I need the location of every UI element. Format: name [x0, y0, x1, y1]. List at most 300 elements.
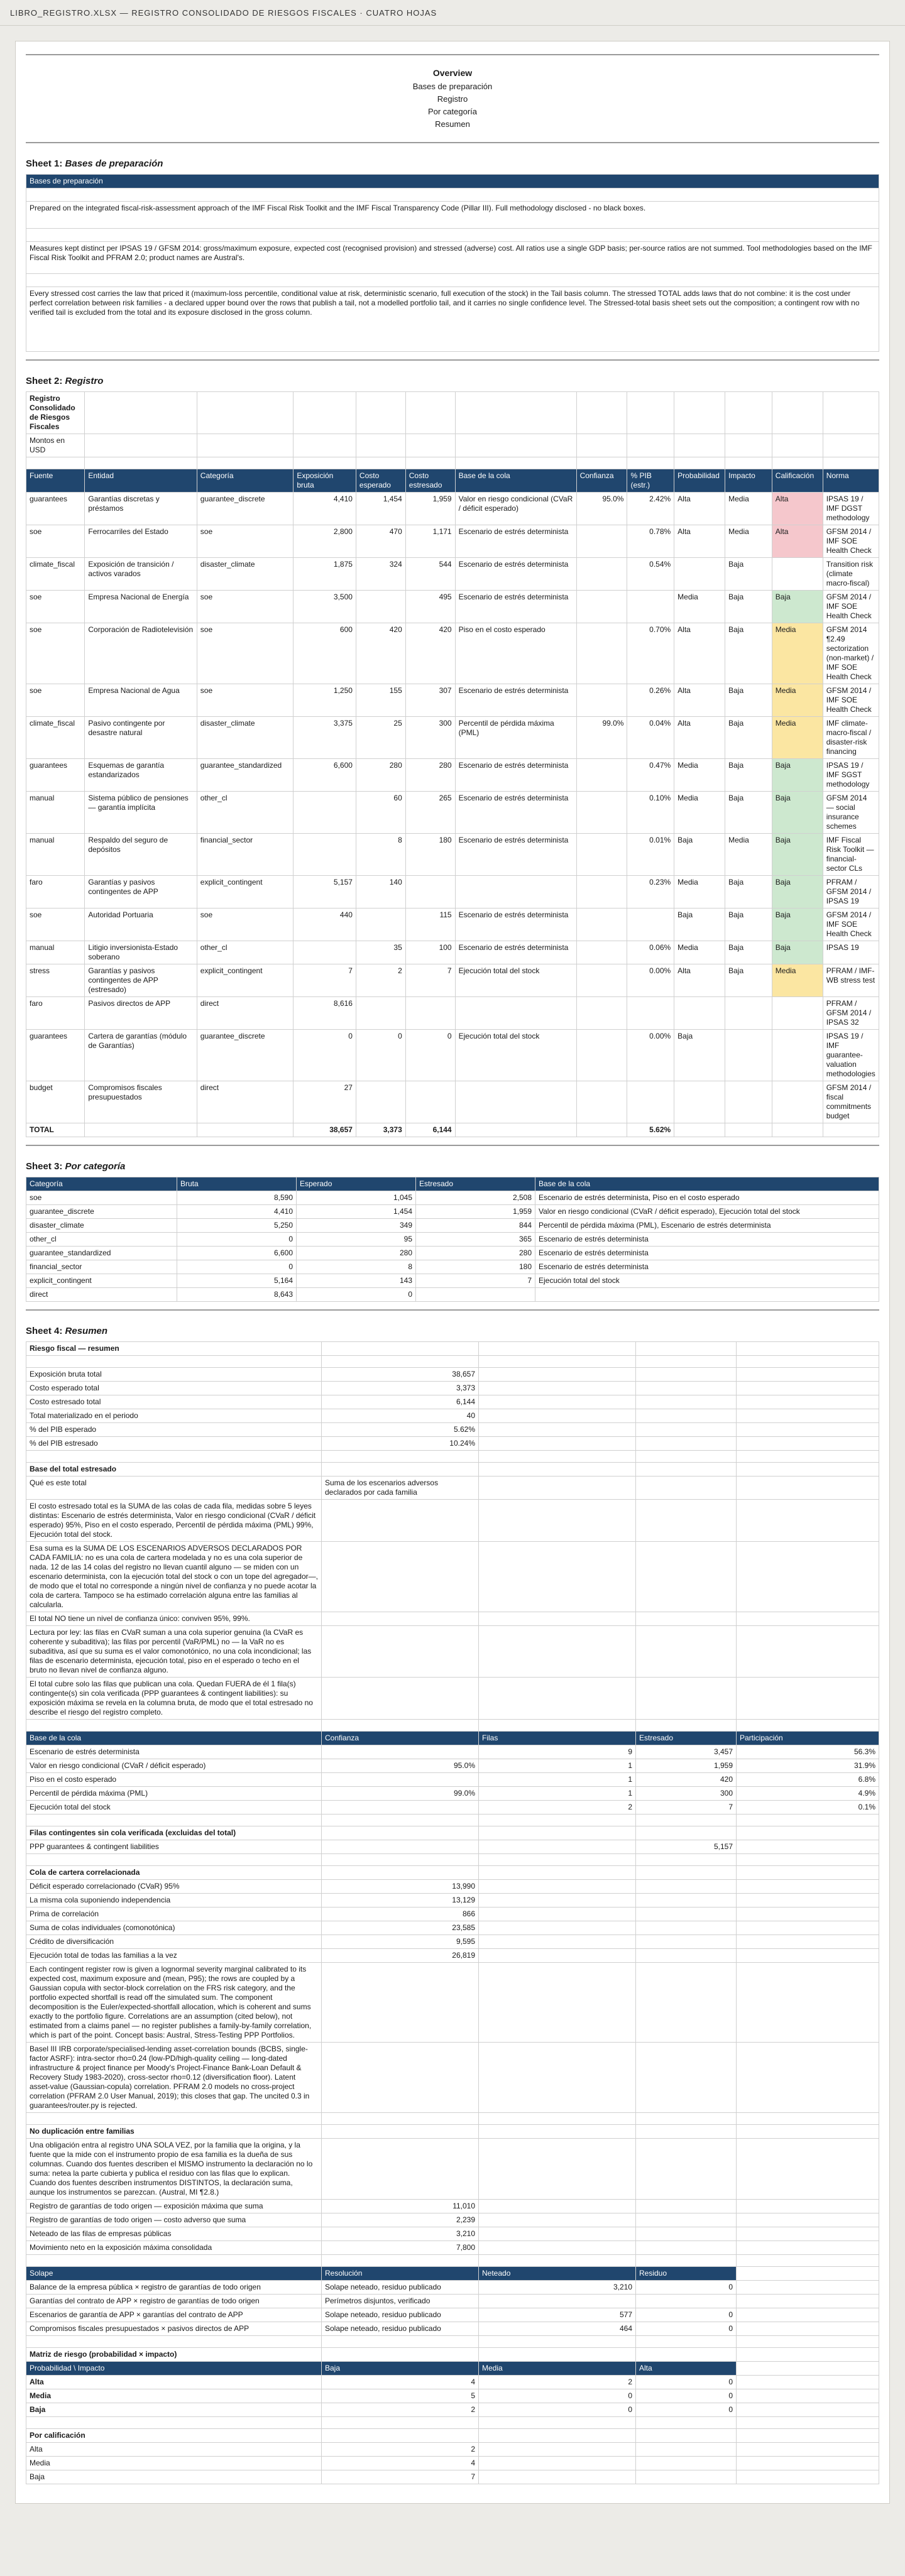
cell-baja[interactable]: 5 [322, 2389, 479, 2403]
cell-impacto[interactable]: Baja [725, 909, 772, 941]
col-header[interactable]: Participación [737, 1732, 879, 1745]
cell-estresado[interactable]: 100 [405, 941, 455, 964]
cell-esperado[interactable]: 0 [356, 1030, 405, 1081]
cell-probabilidad[interactable]: Media [674, 759, 725, 792]
cell-pib[interactable]: 0.78% [627, 525, 674, 558]
cell-confianza[interactable] [576, 623, 627, 684]
cell-bruta[interactable] [293, 834, 356, 876]
cell-impacto[interactable]: Baja [725, 792, 772, 834]
col-header[interactable]: Residuo [636, 2267, 737, 2281]
col-header[interactable]: Base de la cola [535, 1177, 879, 1191]
cell-estresado[interactable]: 180 [405, 834, 455, 876]
cell-probabilidad[interactable]: Alta [674, 493, 725, 525]
cell-confianza[interactable] [576, 909, 627, 941]
cell-estresado[interactable]: 7 [636, 1801, 737, 1815]
cell-categoria[interactable]: financial_sector [197, 834, 293, 876]
cell-bruta[interactable]: 8,643 [177, 1288, 297, 1302]
overview-item[interactable]: Por categoría [427, 107, 478, 116]
cell-calificacion[interactable]: Alta [772, 493, 823, 525]
cell-fuente[interactable]: soe [26, 684, 85, 717]
base-paragraph[interactable]: El total NO tiene un nivel de confianza único: conviven 95%, 99%. [26, 1612, 322, 1626]
cell-norma[interactable]: IPSAS 19 / IMF DGST methodology [823, 493, 879, 525]
cell-confianza[interactable] [576, 525, 627, 558]
cell-base[interactable] [535, 1288, 879, 1302]
cell-bruta[interactable]: 27 [293, 1081, 356, 1123]
cell-estresado[interactable]: 2,508 [416, 1191, 535, 1205]
cell-calificacion[interactable]: Baja [772, 759, 823, 792]
cell-calificacion[interactable]: Baja [772, 792, 823, 834]
cell-bruta[interactable]: 600 [293, 623, 356, 684]
cell-confianza[interactable] [576, 876, 627, 909]
cell-probabilidad[interactable]: Media [674, 941, 725, 964]
cell-estresado[interactable]: 300 [405, 717, 455, 759]
cola-row-value[interactable]: 9,595 [322, 1935, 479, 1949]
cell-confianza[interactable] [576, 941, 627, 964]
cell-esperado[interactable]: 420 [356, 623, 405, 684]
cell-esperado[interactable]: 280 [356, 759, 405, 792]
cell-estresado[interactable]: 365 [416, 1233, 535, 1247]
cell-calificacion[interactable] [772, 558, 823, 591]
col-header[interactable]: Categoría [26, 1177, 177, 1191]
register-meta-units[interactable]: Montos en USD [26, 434, 85, 457]
cell-bruta[interactable]: 4,410 [177, 1205, 297, 1219]
cell-confianza[interactable] [576, 759, 627, 792]
cell-bruta[interactable]: 6,600 [293, 759, 356, 792]
cell-categoria[interactable]: soe [197, 591, 293, 623]
cell-estresado[interactable] [416, 1288, 535, 1302]
cell-pib[interactable]: 0.00% [627, 1030, 674, 1081]
cell-confianza[interactable] [576, 834, 627, 876]
cell-filas[interactable]: 1 [479, 1787, 636, 1801]
cell-calificacion[interactable]: Media [772, 623, 823, 684]
cell-entidad[interactable]: Garantías y pasivos contingentes de APP (estresado) [85, 964, 197, 997]
cell-probabilidad[interactable]: Baja [26, 2403, 322, 2417]
cell-base[interactable]: Ejecución total del stock [26, 1801, 322, 1815]
cell-categoria[interactable]: explicit_contingent [197, 964, 293, 997]
total-bruta[interactable]: 38,657 [293, 1123, 356, 1137]
cell-estresado[interactable]: 1,959 [405, 493, 455, 525]
cell-pib[interactable] [627, 591, 674, 623]
kpi-row-value[interactable]: 10.24% [322, 1437, 479, 1451]
cell-esperado[interactable]: 8 [297, 1260, 416, 1274]
kpi-row-label[interactable]: Exposición bruta total [26, 1368, 322, 1382]
col-header[interactable]: Confianza [576, 469, 627, 493]
cell-bruta[interactable]: 3,500 [293, 591, 356, 623]
cell-confianza[interactable] [576, 1081, 627, 1123]
cell-resolucion[interactable]: Solape neteado, residuo publicado [322, 2281, 479, 2295]
porcal-row-label[interactable]: Baja [26, 2470, 322, 2484]
cell-base[interactable]: Valor en riesgo condicional (CVaR / déficit esperado), Ejecución total del stock [535, 1205, 879, 1219]
col-header[interactable]: Calificación [772, 469, 823, 493]
kpi-row-label[interactable]: Costo estresado total [26, 1395, 322, 1409]
cell-categoria[interactable]: guarantee_discrete [197, 493, 293, 525]
base-paragraph[interactable]: Lectura por ley: las filas en CVaR suman a una cola superior genuina (la CVaR es coherente y subaditiva); las filas por percentil (VaR/PML) no — la VaR no es subaditiva, así que su suma es el valor comonotónico, no una cola incondicional; las filas de escenario determinista, ejecución total, piso en el esperado o techo en el bruto no llevan nivel de confianza alguno. [26, 1626, 322, 1678]
cell-participacion[interactable]: 4.9% [737, 1787, 879, 1801]
cell-base[interactable]: Escenario de estrés determinista [455, 591, 576, 623]
cell-base[interactable]: Escenario de estrés determinista [535, 1260, 879, 1274]
cell-calificacion[interactable]: Baja [772, 834, 823, 876]
cell-norma[interactable]: GFSM 2014 / IMF SOE Health Check [823, 525, 879, 558]
total-pib[interactable]: 5.62% [627, 1123, 674, 1137]
cell-base[interactable]: Percentil de pérdida máxima (PML) [26, 1787, 322, 1801]
cell-calificacion[interactable]: Alta [772, 525, 823, 558]
cell-estresado[interactable]: 300 [636, 1787, 737, 1801]
cell-estresado[interactable]: 420 [405, 623, 455, 684]
cell-norma[interactable]: PFRAM / GFSM 2014 / IPSAS 19 [823, 876, 879, 909]
base-paragraph[interactable]: El total cubre solo las filas que publican una cola. Quedan FUERA de él 1 fila(s) contingente(s) sin cola verificada (PPP guarantees & contingent liabilities): su exposición máxima se revela en la columna bruta, de modo que el total estresado no describe el riesgo del registro completo. [26, 1678, 322, 1720]
cell-bruta[interactable]: 7 [293, 964, 356, 997]
cell-entidad[interactable]: Sistema público de pensiones — garantía implícita [85, 792, 197, 834]
porcal-row-value[interactable]: 2 [322, 2443, 479, 2457]
cell-base[interactable]: Escenario de estrés determinista [455, 792, 576, 834]
kpi-row-value[interactable]: 3,373 [322, 1382, 479, 1395]
cola-row-label[interactable]: Prima de correlación [26, 1907, 322, 1921]
nodup-row-label[interactable]: Movimiento neto en la exposición máxima consolidada [26, 2241, 322, 2255]
col-header[interactable]: Norma [823, 469, 879, 493]
cell-estresado[interactable] [405, 997, 455, 1030]
cell-fuente[interactable]: budget [26, 1081, 85, 1123]
cell-fuente[interactable]: stress [26, 964, 85, 997]
cell-alta[interactable]: 0 [636, 2376, 737, 2389]
cell-participacion[interactable]: 0.1% [737, 1801, 879, 1815]
cell-fuente[interactable]: soe [26, 525, 85, 558]
cell-probabilidad[interactable]: Baja [674, 1030, 725, 1081]
cola-row-value[interactable]: 26,819 [322, 1949, 479, 1963]
cell-esperado[interactable] [356, 1081, 405, 1123]
cell-base[interactable]: Ejecución total del stock [535, 1274, 879, 1288]
col-header[interactable]: Categoría [197, 469, 293, 493]
cell-participacion[interactable]: 31.9% [737, 1759, 879, 1773]
cell-probabilidad[interactable]: Alta [674, 717, 725, 759]
cell-bruta[interactable] [293, 941, 356, 964]
col-header[interactable]: Probabilidad \ Impacto [26, 2362, 322, 2376]
total-esperado[interactable]: 3,373 [356, 1123, 405, 1137]
cell-calificacion[interactable]: Media [772, 684, 823, 717]
cell-fuente[interactable]: guarantees [26, 493, 85, 525]
cell-base[interactable] [455, 876, 576, 909]
cell-categoria[interactable]: explicit_contingent [197, 876, 293, 909]
cell-pib[interactable]: 0.23% [627, 876, 674, 909]
cell-norma[interactable]: GFSM 2014 / IMF SOE Health Check [823, 591, 879, 623]
cell-fuente[interactable]: soe [26, 623, 85, 684]
cell-bruta[interactable]: 5,157 [293, 876, 356, 909]
cell-esperado[interactable] [356, 997, 405, 1030]
cell-bruta[interactable]: 3,375 [293, 717, 356, 759]
cell-base[interactable]: Ejecución total del stock [455, 964, 576, 997]
cell-base[interactable]: Percentil de pérdida máxima (PML), Escenario de estrés determinista [535, 1219, 879, 1233]
cell-entidad[interactable]: Garantías discretas y préstamos [85, 493, 197, 525]
cell-norma[interactable]: IPSAS 19 / IMF SGST methodology [823, 759, 879, 792]
cell-bruta[interactable]: 0 [177, 1260, 297, 1274]
cell-categoria[interactable]: other_cl [26, 1233, 177, 1247]
cell-impacto[interactable]: Baja [725, 717, 772, 759]
cell-entidad[interactable]: Exposición de transición / activos varados [85, 558, 197, 591]
cell-categoria[interactable]: direct [197, 1081, 293, 1123]
cell-esperado[interactable] [356, 591, 405, 623]
cola-row-value[interactable]: 866 [322, 1907, 479, 1921]
nodup-row-label[interactable]: Registro de garantías de todo origen — exposición máxima que suma [26, 2200, 322, 2213]
cell-solape[interactable]: Garantías del contrato de APP × registro de garantías de todo origen [26, 2295, 322, 2308]
cell-esperado[interactable] [356, 909, 405, 941]
cell-entidad[interactable]: Garantías y pasivos contingentes de APP [85, 876, 197, 909]
cola-row-label[interactable]: Ejecución total de todas las familias a la vez [26, 1949, 322, 1963]
cell-categoria[interactable]: soe [197, 909, 293, 941]
sheet1-paragraph[interactable]: Measures kept distinct per IPSAS 19 / GFSM 2014: gross/maximum exposure, expected cost (recognised provision) and stressed (adverse) cost. All ratios use a single GDP basis; per-source ratios are not summed. Tool methodologies based on the IMF Fiscal Risk Toolkit and PFRAM 2.0; product names are Austral's. [26, 242, 879, 274]
cell-norma[interactable]: IMF climate-macro-fiscal / disaster-risk financing [823, 717, 879, 759]
cell-confianza[interactable] [576, 1030, 627, 1081]
cell-impacto[interactable]: Baja [725, 591, 772, 623]
cell-base[interactable]: Piso en el costo esperado [26, 1773, 322, 1787]
cell-categoria[interactable]: other_cl [197, 792, 293, 834]
col-header[interactable]: Estresado [416, 1177, 535, 1191]
cell-probabilidad[interactable]: Media [26, 2389, 322, 2403]
cell-pib[interactable]: 0.01% [627, 834, 674, 876]
cell-fuente[interactable]: soe [26, 591, 85, 623]
cell-fuente[interactable]: climate_fiscal [26, 717, 85, 759]
kpi-row-value[interactable]: 5.62% [322, 1423, 479, 1437]
cell-categoria[interactable]: guarantee_standardized [197, 759, 293, 792]
cola-row-label[interactable]: Déficit esperado correlacionado (CVaR) 95% [26, 1880, 322, 1894]
total-label[interactable]: TOTAL [26, 1123, 85, 1137]
cell-entidad[interactable]: Autoridad Portuaria [85, 909, 197, 941]
cell-entidad[interactable]: Corporación de Radiotelevisión [85, 623, 197, 684]
cell-estresado[interactable]: 420 [636, 1773, 737, 1787]
col-header[interactable]: Resolución [322, 2267, 479, 2281]
col-header[interactable]: Base de la cola [455, 469, 576, 493]
col-header[interactable]: Entidad [85, 469, 197, 493]
cell-categoria[interactable]: guarantee_discrete [197, 1030, 293, 1081]
cell-probabilidad[interactable]: Alta [674, 684, 725, 717]
cell-estresado[interactable]: 280 [405, 759, 455, 792]
cell-bruta[interactable]: 2,800 [293, 525, 356, 558]
cell-categoria[interactable]: soe [26, 1191, 177, 1205]
cell-impacto[interactable] [725, 1081, 772, 1123]
cell-entidad[interactable]: Ferrocarriles del Estado [85, 525, 197, 558]
col-header[interactable]: Confianza [322, 1732, 479, 1745]
cell-bruta[interactable]: 0 [177, 1233, 297, 1247]
cell-media[interactable]: 2 [479, 2376, 636, 2389]
cell-probabilidad[interactable] [674, 997, 725, 1030]
cell-bruta[interactable]: 5,164 [177, 1274, 297, 1288]
cell-norma[interactable]: Transition risk (climate macro-fiscal) [823, 558, 879, 591]
cell-esperado[interactable]: 324 [356, 558, 405, 591]
cell-norma[interactable]: PFRAM / IMF-WB stress test [823, 964, 879, 997]
cell-base[interactable]: Escenario de estrés determinista [455, 684, 576, 717]
cell-esperado[interactable]: 1,045 [297, 1191, 416, 1205]
cell-impacto[interactable]: Baja [725, 558, 772, 591]
cell-calificacion[interactable]: Baja [772, 876, 823, 909]
cell-confianza[interactable] [576, 558, 627, 591]
cell-estresado[interactable]: 1,171 [405, 525, 455, 558]
cell-pib[interactable] [627, 1081, 674, 1123]
col-header[interactable]: Neteado [479, 2267, 636, 2281]
base-paragraph[interactable]: El costo estresado total es la SUMA de las colas de cada fila, medidas sobre 5 leyes distintas: Escenario de estrés determinista, Valor en riesgo condicional (CVaR / déficit esperado) 95%, Piso en el costo esperado, Percentil de pérdida máxima (PML) 99%, Ejecución total del stock. [26, 1500, 322, 1542]
cell-estresado[interactable]: 544 [405, 558, 455, 591]
kpi-row-label[interactable]: % del PIB esperado [26, 1423, 322, 1437]
col-header[interactable]: Alta [636, 2362, 737, 2376]
cell-confianza[interactable]: 99.0% [576, 717, 627, 759]
col-header[interactable]: Solape [26, 2267, 322, 2281]
cell-media[interactable]: 0 [479, 2389, 636, 2403]
cell-norma[interactable]: GFSM 2014 / IMF SOE Health Check [823, 684, 879, 717]
cell-pib[interactable] [627, 909, 674, 941]
cell-estresado[interactable]: 3,457 [636, 1745, 737, 1759]
cell-pib[interactable]: 0.26% [627, 684, 674, 717]
cell-pib[interactable] [627, 997, 674, 1030]
cell-calificacion[interactable]: Media [772, 717, 823, 759]
cell-estresado[interactable]: 7 [416, 1274, 535, 1288]
cell-base[interactable]: Valor en riesgo condicional (CVaR / déficit esperado) [455, 493, 576, 525]
col-header[interactable]: Baja [322, 2362, 479, 2376]
cell-bruta[interactable]: 440 [293, 909, 356, 941]
cell-alta[interactable]: 0 [636, 2403, 737, 2417]
col-header[interactable]: Costo esperado [356, 469, 405, 493]
cell-confianza[interactable] [322, 1773, 479, 1787]
cell-fuente[interactable]: manual [26, 834, 85, 876]
cell-pib[interactable]: 0.47% [627, 759, 674, 792]
cell-calificacion[interactable]: Baja [772, 591, 823, 623]
cell-entidad[interactable]: Empresa Nacional de Energía [85, 591, 197, 623]
cell-probabilidad[interactable]: Baja [674, 834, 725, 876]
cell-base[interactable]: Escenario de estrés determinista [26, 1745, 322, 1759]
cell-impacto[interactable]: Baja [725, 876, 772, 909]
cell-esperado[interactable]: 25 [356, 717, 405, 759]
cell-esperado[interactable]: 470 [356, 525, 405, 558]
cell-base[interactable]: Escenario de estrés determinista [535, 1247, 879, 1260]
cell-categoria[interactable]: direct [197, 997, 293, 1030]
cell-calificacion[interactable] [772, 997, 823, 1030]
col-header[interactable]: Exposición bruta [293, 469, 356, 493]
cell-neteado[interactable] [479, 2295, 636, 2308]
col-header[interactable]: Filas [479, 1732, 636, 1745]
base-answer[interactable]: Suma de los escenarios adversos declarados por cada familia [322, 1476, 479, 1500]
cell-impacto[interactable]: Baja [725, 759, 772, 792]
cell-pib[interactable]: 0.10% [627, 792, 674, 834]
cell-fuente[interactable]: faro [26, 997, 85, 1030]
nodup-row-label[interactable]: Neteado de las filas de empresas públicas [26, 2227, 322, 2241]
cell-pib[interactable]: 0.70% [627, 623, 674, 684]
cell-confianza[interactable]: 99.0% [322, 1787, 479, 1801]
cell-pib[interactable]: 0.06% [627, 941, 674, 964]
cell-base[interactable]: Escenario de estrés determinista [455, 759, 576, 792]
filas-cont-label[interactable]: PPP guarantees & contingent liabilities [26, 1840, 322, 1854]
cell-base[interactable]: Escenario de estrés determinista [535, 1233, 879, 1247]
cell-bruta[interactable]: 0 [293, 1030, 356, 1081]
cola-paragraph[interactable]: Each contingent register row is given a lognormal severity marginal calibrated to its expected cost, maximum exposure and (mean, P95); the rows are coupled by a Gaussian copula with sector-block correlation on the FRS risk category, and the portfolio expected shortfall is read off the simulated sum. The component decomposition is the Euler/expected-shortfall allocation, which is coherent and sums exactly to the portfolio figure. Correlations are an assumption (cited below), not estimated from a claims panel — no register publishes a family-by-family correlation, which is part of the point. Concept basis: Austral, Stress-Testing PPP Portfolios. [26, 1963, 322, 2043]
cell-entidad[interactable]: Cartera de garantías (módulo de Garantías) [85, 1030, 197, 1081]
cell-bruta[interactable] [293, 792, 356, 834]
cola-paragraph[interactable]: Basel III IRB corporate/specialised-lending asset-correlation bounds (BCBS, single-factor ASRF): intra-sector rho=0.24 (low-PD/high-quality ceiling — long-dated infrastructure & project finance per Moody's Project-Finance Bank-Loan Default & Recovery Study 1983-2020), cross-sector rho=0.12 (diversification floor). Latent asset-value (Gaussian-copula) correlation. PFRAM 2.0 models no cross-project correlation (PFRAM 2.0 User Manual, 2019); this closes that gap. The uncited 0.3 in guarantees/router.py is rejected. [26, 2043, 322, 2113]
nodup-paragraph[interactable]: Una obligación entra al registro UNA SOLA VEZ, por la familia que la origina, y la fuente que la mide con el instrumento propio de esa familia es la dueña de sus columnas. Cuando dos fuentes describen el MISMO instrumento la declaración no lo suma: netea la parte cubierta y publica el residuo con las filas que lo explican. Cuando dos fuentes describen instrumentos DISTINTOS, la declaración suma, aunque los instrumentos se parezcan. (Austral, MI ¶2.8.) [26, 2139, 322, 2200]
cell-norma[interactable]: GFSM 2014 — social insurance schemes [823, 792, 879, 834]
cell-esperado[interactable]: 0 [297, 1288, 416, 1302]
cell-bruta[interactable]: 8,590 [177, 1191, 297, 1205]
cell-confianza[interactable] [576, 964, 627, 997]
total-estresado[interactable]: 6,144 [405, 1123, 455, 1137]
cell-categoria[interactable]: other_cl [197, 941, 293, 964]
filas-cont-value[interactable]: 5,157 [636, 1840, 737, 1854]
cell-calificacion[interactable]: Baja [772, 909, 823, 941]
cell-filas[interactable]: 9 [479, 1745, 636, 1759]
cell-impacto[interactable] [725, 1030, 772, 1081]
cola-title[interactable]: Cola de cartera correlacionada [26, 1866, 322, 1880]
cell-calificacion[interactable] [772, 1030, 823, 1081]
cell-entidad[interactable]: Compromisos fiscales presupuestados [85, 1081, 197, 1123]
cell-esperado[interactable]: 2 [356, 964, 405, 997]
cell-pib[interactable]: 0.54% [627, 558, 674, 591]
cell-base[interactable]: Escenario de estrés determinista [455, 525, 576, 558]
col-header[interactable]: Fuente [26, 469, 85, 493]
cell-resolucion[interactable]: Solape neteado, residuo publicado [322, 2322, 479, 2336]
cell-entidad[interactable]: Esquemas de garantía estandarizados [85, 759, 197, 792]
cell-calificacion[interactable]: Media [772, 964, 823, 997]
col-header[interactable]: Probabilidad [674, 469, 725, 493]
cell-base[interactable]: Escenario de estrés determinista [455, 909, 576, 941]
cell-categoria[interactable]: disaster_climate [197, 558, 293, 591]
cell-confianza[interactable] [322, 1745, 479, 1759]
cell-esperado[interactable]: 143 [297, 1274, 416, 1288]
cell-entidad[interactable]: Pasivo contingente por desastre natural [85, 717, 197, 759]
cell-solape[interactable]: Compromisos fiscales presupuestados × pasivos directos de APP [26, 2322, 322, 2336]
cell-categoria[interactable]: disaster_climate [197, 717, 293, 759]
cell-fuente[interactable]: manual [26, 941, 85, 964]
cell-esperado[interactable]: 155 [356, 684, 405, 717]
cell-participacion[interactable]: 56.3% [737, 1745, 879, 1759]
kpi-row-value[interactable]: 6,144 [322, 1395, 479, 1409]
cell-pib[interactable]: 0.00% [627, 964, 674, 997]
cell-estresado[interactable]: 307 [405, 684, 455, 717]
kpi-row-label[interactable]: Costo esperado total [26, 1382, 322, 1395]
cell-media[interactable]: 0 [479, 2403, 636, 2417]
cell-pib[interactable]: 0.04% [627, 717, 674, 759]
cell-estresado[interactable]: 115 [405, 909, 455, 941]
cell-norma[interactable]: PFRAM / GFSM 2014 / IPSAS 32 [823, 997, 879, 1030]
base-title[interactable]: Base del total estresado [26, 1463, 322, 1476]
cell-resolucion[interactable]: Perímetros disjuntos, verificado [322, 2295, 479, 2308]
nodup-row-value[interactable]: 3,210 [322, 2227, 479, 2241]
cell-bruta[interactable]: 1,250 [293, 684, 356, 717]
cell-base[interactable]: Escenario de estrés determinista [455, 941, 576, 964]
cell-confianza[interactable] [576, 591, 627, 623]
cell-estresado[interactable]: 844 [416, 1219, 535, 1233]
col-header[interactable]: Estresado [636, 1732, 737, 1745]
matriz-title[interactable]: Matriz de riesgo (probabilidad × impacto) [26, 2348, 322, 2362]
cell-alta[interactable]: 0 [636, 2389, 737, 2403]
cell-fuente[interactable]: soe [26, 909, 85, 941]
cell-esperado[interactable]: 35 [356, 941, 405, 964]
sheet1-header[interactable]: Bases de preparación [26, 175, 879, 188]
cell-estresado[interactable]: 180 [416, 1260, 535, 1274]
cell-fuente[interactable]: guarantees [26, 759, 85, 792]
cell-entidad[interactable]: Litigio inversionista-Estado soberano [85, 941, 197, 964]
cell-base[interactable]: Escenario de estrés determinista [455, 834, 576, 876]
cell-probabilidad[interactable]: Media [674, 792, 725, 834]
cell-impacto[interactable]: Media [725, 493, 772, 525]
cell-base[interactable]: Ejecución total del stock [455, 1030, 576, 1081]
cell-categoria[interactable]: soe [197, 525, 293, 558]
cell-norma[interactable]: GFSM 2014 / IMF SOE Health Check [823, 909, 879, 941]
cell-categoria[interactable]: financial_sector [26, 1260, 177, 1274]
cell-probabilidad[interactable]: Media [674, 591, 725, 623]
nodup-row-value[interactable]: 7,800 [322, 2241, 479, 2255]
cell-probabilidad[interactable] [674, 558, 725, 591]
cell-confianza[interactable] [576, 684, 627, 717]
cell-confianza[interactable] [322, 1801, 479, 1815]
cola-row-value[interactable]: 23,585 [322, 1921, 479, 1935]
cell-esperado[interactable]: 8 [356, 834, 405, 876]
cell-fuente[interactable]: faro [26, 876, 85, 909]
cell-esperado[interactable]: 140 [356, 876, 405, 909]
